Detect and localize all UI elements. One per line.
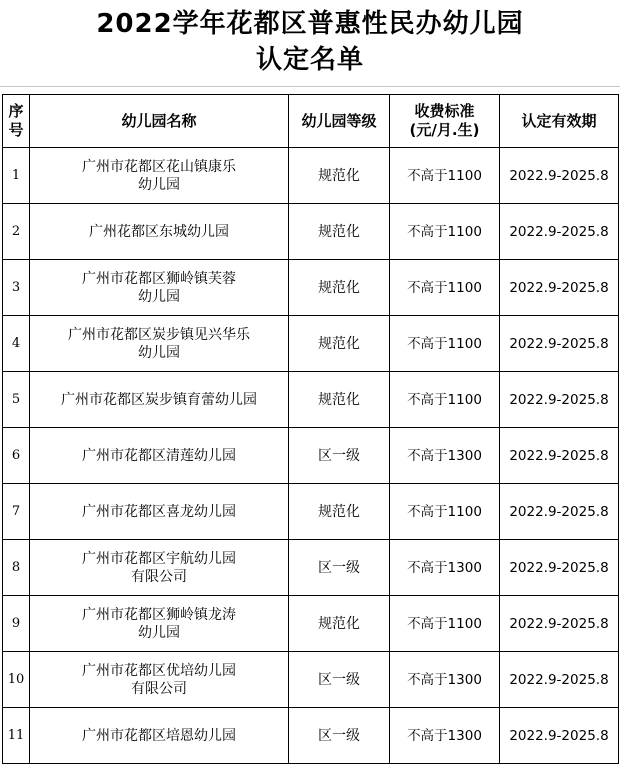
row-index: 7 [3, 484, 30, 540]
row-index: 2 [3, 204, 30, 260]
table-row [3, 652, 619, 708]
table-row [3, 260, 619, 316]
row-fee: 不高于1300 [390, 540, 500, 596]
row-period: 2022.9-2025.8 [500, 428, 619, 484]
row-fee: 不高于1100 [390, 204, 500, 260]
table-row [3, 204, 619, 260]
row-name: 广州市花都区狮岭镇龙涛 幼儿园 [30, 596, 289, 652]
row-period: 2022.9-2025.8 [500, 316, 619, 372]
spacer [0, 86, 620, 94]
table-row [3, 148, 619, 204]
table-row [3, 484, 619, 540]
row-name: 广州市花都区炭步镇育蕾幼儿园 [30, 372, 289, 428]
row-index: 8 [3, 540, 30, 596]
document-title-area [0, 0, 620, 87]
row-index: 4 [3, 316, 30, 372]
row-name: 广州市花都区炭步镇见兴华乐 幼儿园 [30, 316, 289, 372]
row-name: 广州市花都区优培幼儿园 有限公司 [30, 652, 289, 708]
header-name: 幼儿园名称 [30, 95, 289, 148]
row-name: 广州市花都区狮岭镇芙蓉 幼儿园 [30, 260, 289, 316]
row-fee: 不高于1300 [390, 708, 500, 764]
row-period: 2022.9-2025.8 [500, 260, 619, 316]
row-fee: 不高于1100 [390, 316, 500, 372]
row-fee: 不高于1300 [390, 652, 500, 708]
row-index: 5 [3, 372, 30, 428]
row-index: 3 [3, 260, 30, 316]
row-name: 广州市花都区宇航幼儿园 有限公司 [30, 540, 289, 596]
row-index: 6 [3, 428, 30, 484]
table-row [3, 708, 619, 764]
row-index: 10 [3, 652, 30, 708]
row-level: 规范化 [289, 204, 390, 260]
row-name: 广州市花都区花山镇康乐 幼儿园 [30, 148, 289, 204]
header-level: 幼儿园等级 [289, 95, 390, 148]
table-row [3, 316, 619, 372]
row-level: 区一级 [289, 708, 390, 764]
header-period: 认定有效期 [500, 95, 619, 148]
row-period: 2022.9-2025.8 [500, 484, 619, 540]
document-subtitle: 认定名单 [255, 45, 364, 75]
row-name: 广州花都区东城幼儿园 [30, 204, 289, 260]
row-name: 广州市花都区培恩幼儿园 [30, 708, 289, 764]
row-fee: 不高于1100 [390, 596, 500, 652]
row-name: 广州市花都区喜龙幼儿园 [30, 484, 289, 540]
row-period: 2022.9-2025.8 [500, 540, 619, 596]
row-level: 规范化 [289, 148, 390, 204]
row-level: 规范化 [289, 316, 390, 372]
row-level: 区一级 [289, 428, 390, 484]
row-level: 规范化 [289, 484, 390, 540]
row-level: 规范化 [289, 260, 390, 316]
row-fee: 不高于1100 [390, 260, 500, 316]
table-row [3, 372, 619, 428]
row-period: 2022.9-2025.8 [500, 708, 619, 764]
kindergarten-table [2, 94, 619, 764]
row-level: 规范化 [289, 596, 390, 652]
table-row [3, 596, 619, 652]
row-index: 1 [3, 148, 30, 204]
row-level: 区一级 [289, 652, 390, 708]
row-index: 11 [3, 708, 30, 764]
row-period: 2022.9-2025.8 [500, 596, 619, 652]
table-header-row [3, 95, 619, 148]
row-fee: 不高于1100 [390, 148, 500, 204]
table-row [3, 428, 619, 484]
row-period: 2022.9-2025.8 [500, 148, 619, 204]
document-title: 2022学年花都区普惠性民办幼儿园 [96, 9, 524, 39]
row-fee: 不高于1300 [390, 428, 500, 484]
row-name: 广州市花都区清莲幼儿园 [30, 428, 289, 484]
row-period: 2022.9-2025.8 [500, 652, 619, 708]
row-level: 区一级 [289, 540, 390, 596]
row-fee: 不高于1100 [390, 372, 500, 428]
row-period: 2022.9-2025.8 [500, 204, 619, 260]
row-level: 规范化 [289, 372, 390, 428]
header-index: 序 号 [3, 95, 30, 148]
row-period: 2022.9-2025.8 [500, 372, 619, 428]
header-fee: 收费标准 (元/月.生) [390, 95, 500, 148]
row-index: 9 [3, 596, 30, 652]
row-fee: 不高于1100 [390, 484, 500, 540]
table-row [3, 540, 619, 596]
